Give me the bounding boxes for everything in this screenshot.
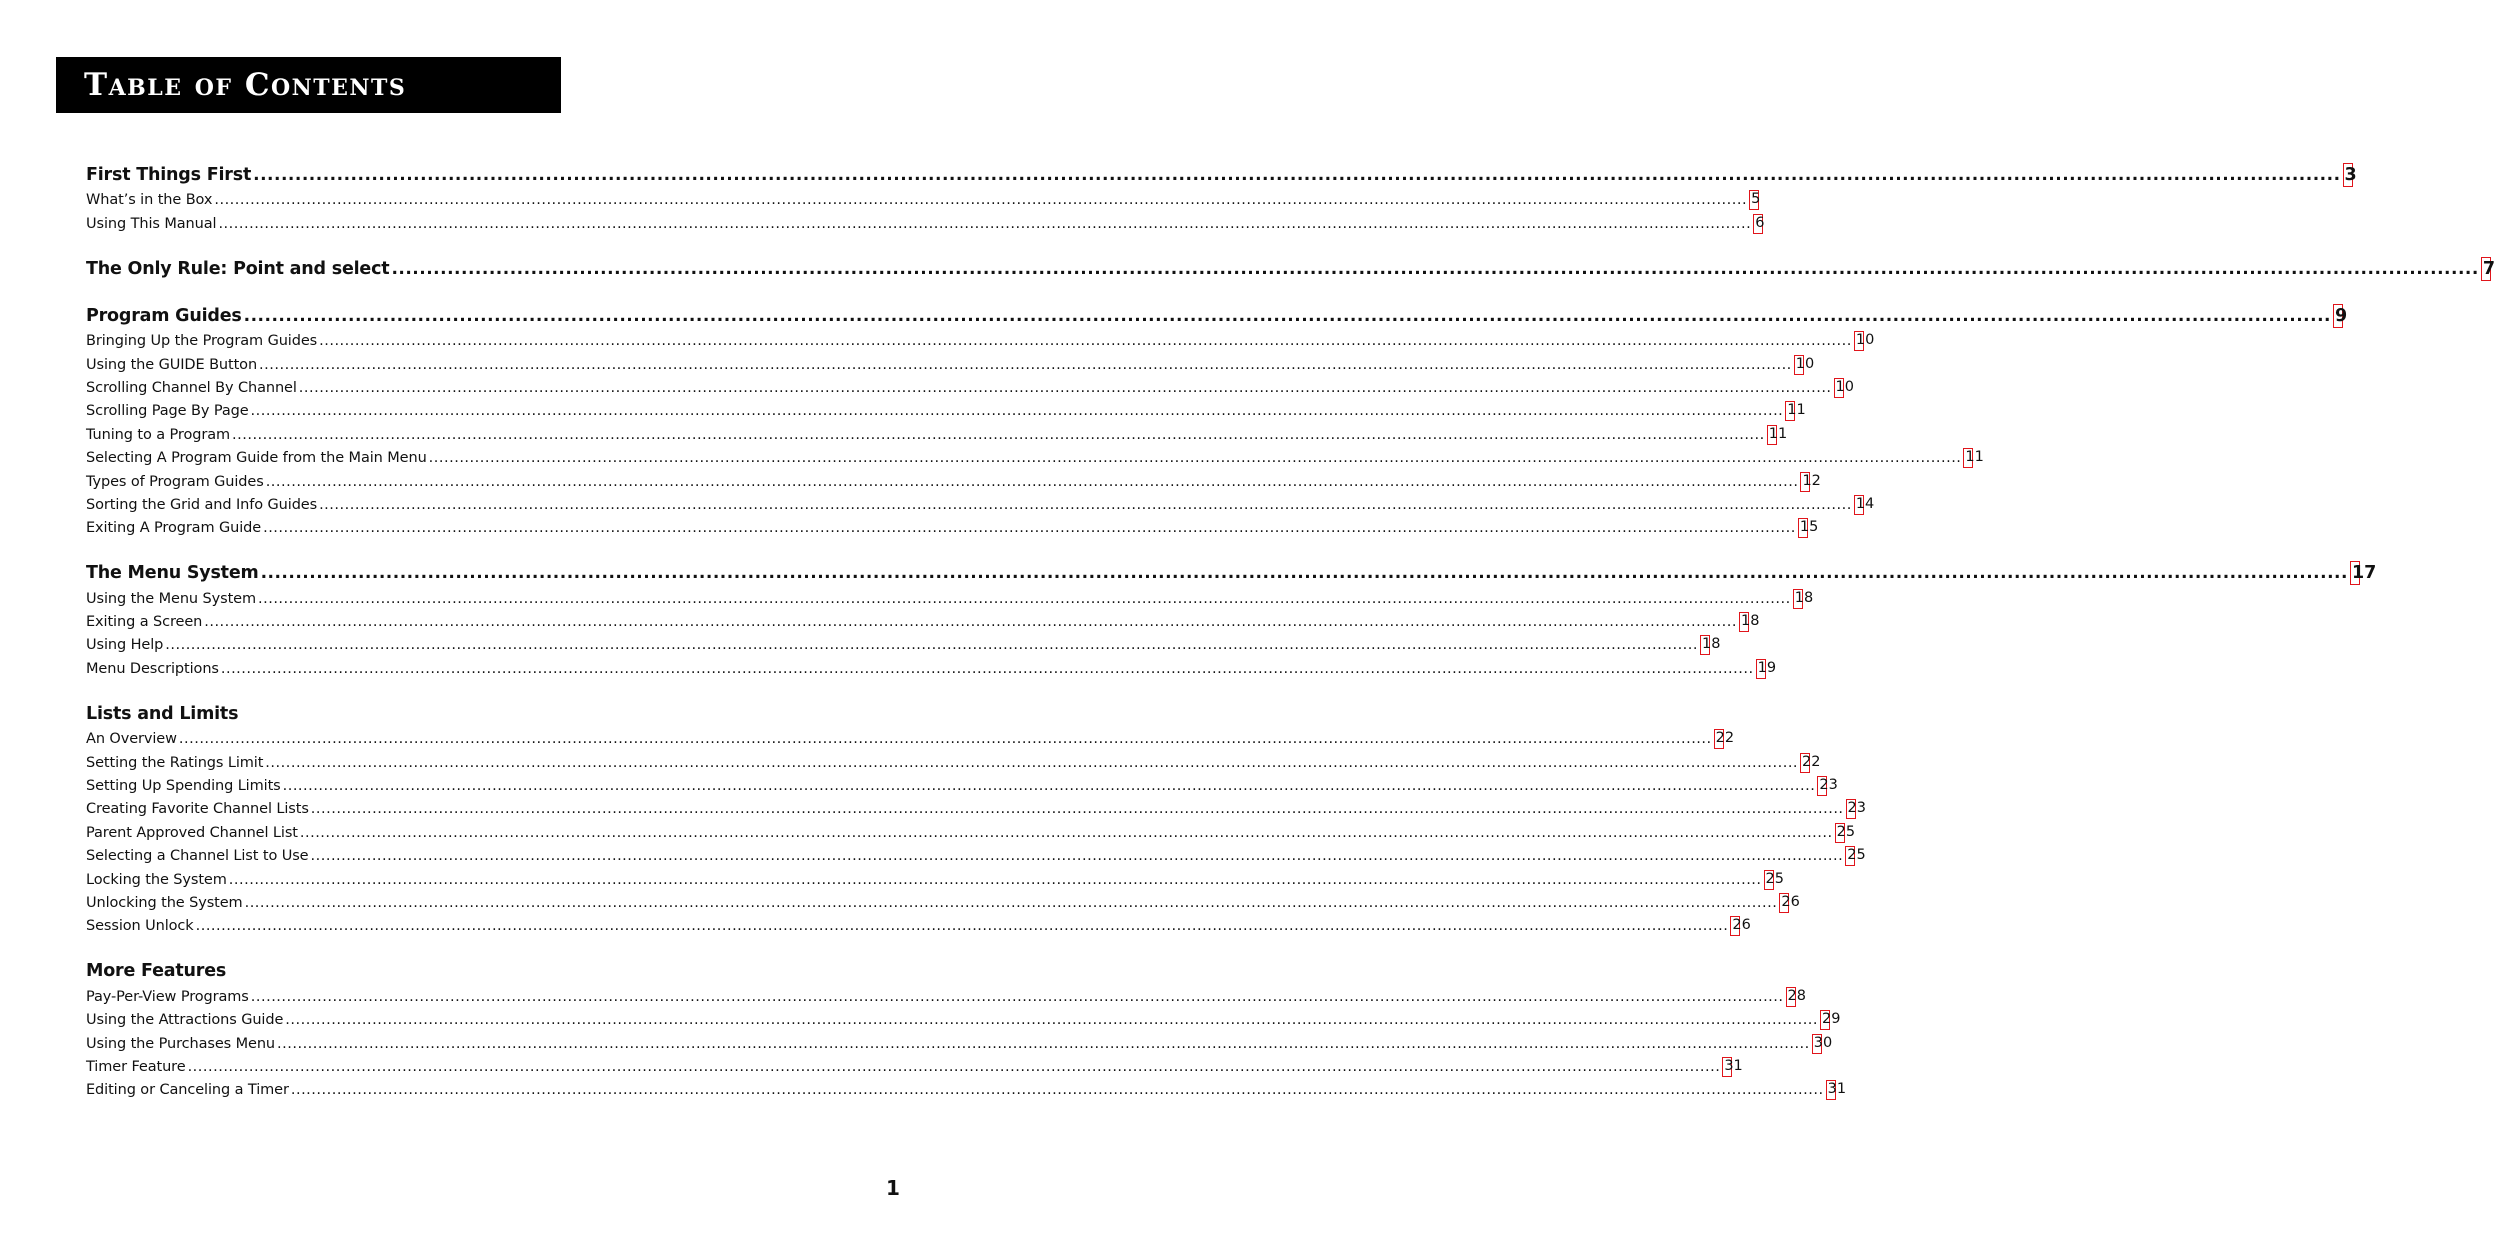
toc-section-title-label: Lists and Limits xyxy=(86,703,239,724)
dot-leader: ............................................................................................................................................................................................................................................................................................................ xyxy=(299,824,1833,841)
dot-leader: ............................................................................................................................................................................................................................................................................................................ xyxy=(195,918,1729,935)
toc-heading-page-link[interactable]: 7 xyxy=(2482,258,2495,279)
dot-leader: ............................................................................................................................................................................................................................................................................................................ xyxy=(263,520,1796,537)
toc-entry xyxy=(86,399,1806,422)
toc-section-title xyxy=(86,699,560,727)
toc-entry-page-link[interactable]: 18 xyxy=(1700,635,1710,655)
toc-entry-label: What’s in the Box xyxy=(86,192,213,209)
dot-leader: ............................................................................................................................................................................................................................................................................................................ xyxy=(310,801,1844,818)
toc-section xyxy=(86,301,2348,540)
toc-entry-label: Scrolling Page By Page xyxy=(86,403,249,420)
toc-entry-label: Using the Purchases Menu xyxy=(86,1035,276,1052)
toc-entry-label: Pay-Per-View Programs xyxy=(86,988,249,1005)
dot-leader: ............................................................................................................................................................................................................................................................................................................ xyxy=(282,778,1816,795)
dot-leader: ............................................................................................................................................................................................................................................................................................................ xyxy=(165,637,1699,654)
dot-leader: ............................................................................................................................................................................................................................................................................................................ xyxy=(290,1082,1824,1099)
toc-entry-label: Tuning to a Program xyxy=(86,426,231,443)
dot-leader: ............................................................................................................................................................................................................................................................................................................ xyxy=(218,215,1752,232)
toc-entry-page-link[interactable]: 26 xyxy=(1730,916,1740,936)
toc-entry-label: Using Help xyxy=(86,637,164,654)
toc-entry xyxy=(86,1031,1833,1054)
toc-entry-page-link[interactable]: 11 xyxy=(1963,448,1973,468)
toc-entry-label: Setting Up Spending Limits xyxy=(86,778,281,795)
toc-entry xyxy=(86,891,1800,914)
toc-entry xyxy=(86,469,1821,492)
toc-heading-label: The Only Rule: Point and select xyxy=(86,258,390,279)
toc-heading-label: Program Guides xyxy=(86,305,242,326)
table-of-contents xyxy=(86,160,2495,1101)
toc-entry-label: Using the Attractions Guide xyxy=(86,1012,284,1029)
toc-entry-page-link[interactable]: 22 xyxy=(1800,753,1810,773)
toc-entry xyxy=(86,211,1765,234)
dot-leader: ............................................................................................................................................................................................................................................................................................................ xyxy=(253,165,2341,185)
toc-entry-page-link[interactable]: 25 xyxy=(1835,823,1845,843)
toc-section xyxy=(86,558,2377,680)
toc-entry-label: Editing or Canceling a Timer xyxy=(86,1082,289,1099)
dot-leader: ............................................................................................................................................................................................................................................................................................................ xyxy=(319,333,1852,350)
toc-entry-label: Exiting A Program Guide xyxy=(86,520,262,537)
toc-entry xyxy=(86,914,1751,937)
toc-entry-label: Session Unlock xyxy=(86,918,194,935)
toc-heading-entry xyxy=(86,160,2357,188)
toc-entry-page-link[interactable]: 10 xyxy=(1854,331,1864,351)
page-title: Table of Contents xyxy=(84,66,407,103)
toc-entry-label: Selecting a Channel List to Use xyxy=(86,848,309,865)
toc-entry-page-link[interactable]: 31 xyxy=(1826,1080,1836,1100)
dot-leader: ............................................................................................................................................................................................................................................................................................................ xyxy=(428,450,1962,467)
dot-leader: ............................................................................................................................................................................................................................................................................................................ xyxy=(204,614,1737,631)
toc-entry-label: Using the GUIDE Button xyxy=(86,356,258,373)
toc-entry-page-link[interactable]: 19 xyxy=(1756,659,1766,679)
toc-entry-label: Scrolling Channel By Channel xyxy=(86,379,297,396)
toc-entry xyxy=(86,516,1819,539)
toc-section-title xyxy=(86,956,560,984)
toc-entry xyxy=(86,867,1784,890)
dot-leader: ............................................................................................................................................................................................................................................................................................................ xyxy=(259,356,1792,373)
dot-leader: ............................................................................................................................................................................................................................................................................................................ xyxy=(220,660,1754,677)
toc-entry xyxy=(86,610,1760,633)
toc-entry-page-link[interactable]: 30 xyxy=(1812,1034,1822,1054)
dot-leader: ............................................................................................................................................................................................................................................................................................................ xyxy=(228,871,1762,888)
toc-entry-label: Parent Approved Channel List xyxy=(86,824,298,841)
dot-leader: ............................................................................................................................................................................................................................................................................................................ xyxy=(285,1012,1819,1029)
toc-entry-page-link[interactable]: 6 xyxy=(1753,214,1763,234)
toc-entry-page-link[interactable]: 10 xyxy=(1834,378,1844,398)
dot-leader: ............................................................................................................................................................................................................................................................................................................ xyxy=(265,754,1799,771)
toc-entry-label: Menu Descriptions xyxy=(86,660,219,677)
toc-entry xyxy=(86,329,1875,352)
toc-entry xyxy=(86,586,1814,609)
dot-leader: ............................................................................................................................................................................................................................................................................................................ xyxy=(298,379,1832,396)
dot-leader: ............................................................................................................................................................................................................................................................................................................ xyxy=(258,590,1791,607)
toc-entry xyxy=(86,1055,1743,1078)
toc-entry xyxy=(86,984,1806,1007)
toc-entry-page-link[interactable]: 14 xyxy=(1854,495,1864,515)
toc-entry-label: Types of Program Guides xyxy=(86,473,264,490)
toc-heading-entry xyxy=(86,301,2348,329)
toc-section xyxy=(86,254,2495,282)
toc-section xyxy=(86,160,2357,235)
toc-entry-label: An Overview xyxy=(86,731,177,748)
toc-entry-label: Bringing Up the Program Guides xyxy=(86,333,318,350)
toc-entry xyxy=(86,727,1735,750)
toc-entry xyxy=(86,188,1761,211)
dot-leader: ............................................................................................................................................................................................................................................................................................................ xyxy=(232,426,1765,443)
toc-entry-page-link[interactable]: 22 xyxy=(1714,729,1724,749)
toc-entry-page-link[interactable]: 12 xyxy=(1800,472,1810,492)
toc-entry-page-link[interactable]: 11 xyxy=(1767,425,1777,445)
toc-heading-page-link[interactable]: 17 xyxy=(2351,563,2377,584)
toc-entry xyxy=(86,1008,1841,1031)
toc-entry-label: Using the Menu System xyxy=(86,590,256,607)
toc-entry-page-link[interactable]: 18 xyxy=(1739,612,1749,632)
toc-section xyxy=(86,699,1866,938)
dot-leader: ............................................................................................................................................................................................................................................................................................................ xyxy=(310,848,1844,865)
title-banner xyxy=(56,57,561,113)
page-number: 1 xyxy=(886,1176,900,1200)
dot-leader: ............................................................................................................................................................................................................................................................................................................ xyxy=(250,988,1784,1005)
toc-entry-label: Sorting the Grid and Info Guides xyxy=(86,496,318,513)
toc-entry-page-link[interactable]: 23 xyxy=(1817,776,1827,796)
toc-entry-page-link[interactable]: 15 xyxy=(1798,518,1808,538)
toc-heading-entry xyxy=(86,254,2495,282)
toc-entry-page-link[interactable]: 5 xyxy=(1749,190,1759,210)
toc-entry xyxy=(86,774,1838,797)
dot-leader: ............................................................................................................................................................................................................................................................................................................ xyxy=(178,731,1712,748)
dot-leader: ............................................................................................................................................................................................................................................................................................................ xyxy=(391,258,2479,279)
toc-entry-label: Selecting A Program Guide from the Main Menu xyxy=(86,450,427,467)
toc-section xyxy=(86,956,1847,1101)
toc-entry-page-link[interactable]: 18 xyxy=(1793,589,1803,609)
toc-heading-page-link[interactable]: 9 xyxy=(2335,305,2348,326)
toc-entry xyxy=(86,422,1788,445)
toc-heading-page-link[interactable]: 3 xyxy=(2344,165,2357,185)
toc-entry-page-link[interactable]: 23 xyxy=(1846,799,1856,819)
toc-entry xyxy=(86,820,1856,843)
toc-entry-page-link[interactable]: 28 xyxy=(1786,987,1796,1007)
toc-entry-page-link[interactable]: 10 xyxy=(1794,355,1804,375)
toc-entry xyxy=(86,446,1984,469)
dot-leader: ............................................................................................................................................................................................................................................................................................................ xyxy=(319,496,1852,513)
toc-entry xyxy=(86,493,1875,516)
dot-leader: ............................................................................................................................................................................................................................................................................................................ xyxy=(277,1035,1810,1052)
toc-entry-label: Using This Manual xyxy=(86,215,217,232)
toc-entry-page-link[interactable]: 29 xyxy=(1820,1010,1830,1030)
toc-entry-label: Timer Feature xyxy=(86,1058,186,1075)
toc-entry-page-link[interactable]: 11 xyxy=(1785,401,1795,421)
toc-entry-label: Creating Favorite Channel Lists xyxy=(86,801,309,818)
toc-entry-label: Setting the Ratings Limit xyxy=(86,754,264,771)
toc-entry xyxy=(86,352,1815,375)
toc-heading-label: The Menu System xyxy=(86,563,259,584)
toc-entry xyxy=(86,376,1854,399)
toc-entry xyxy=(86,633,1721,656)
dot-leader: ............................................................................................................................................................................................................................................................................................................ xyxy=(243,305,2332,326)
toc-entry-label: Exiting a Screen xyxy=(86,614,203,631)
dot-leader: ............................................................................................................................................................................................................................................................................................................ xyxy=(250,403,1784,420)
toc-entry-page-link[interactable]: 25 xyxy=(1845,846,1855,866)
toc-entry xyxy=(86,750,1821,773)
dot-leader: ............................................................................................................................................................................................................................................................................................................ xyxy=(214,192,1748,209)
toc-entry xyxy=(86,1078,1847,1101)
dot-leader: ............................................................................................................................................................................................................................................................................................................ xyxy=(244,894,1778,911)
toc-entry xyxy=(86,797,1866,820)
dot-leader: ............................................................................................................................................................................................................................................................................................................ xyxy=(187,1058,1721,1075)
toc-heading-entry xyxy=(86,558,2377,586)
toc-heading-label: First Things First xyxy=(86,165,252,185)
toc-entry-label: Locking the System xyxy=(86,871,227,888)
toc-entry-label: Unlocking the System xyxy=(86,894,243,911)
dot-leader: ............................................................................................................................................................................................................................................................................................................ xyxy=(265,473,1799,490)
toc-entry-page-link[interactable]: 26 xyxy=(1779,893,1789,913)
toc-entry xyxy=(86,656,1777,679)
toc-entry xyxy=(86,844,1866,867)
dot-leader: ............................................................................................................................................................................................................................................................................................................ xyxy=(260,563,2348,584)
toc-section-title-label: More Features xyxy=(86,961,227,982)
toc-entry-page-link[interactable]: 25 xyxy=(1764,870,1774,890)
toc-entry-page-link[interactable]: 31 xyxy=(1722,1057,1732,1077)
